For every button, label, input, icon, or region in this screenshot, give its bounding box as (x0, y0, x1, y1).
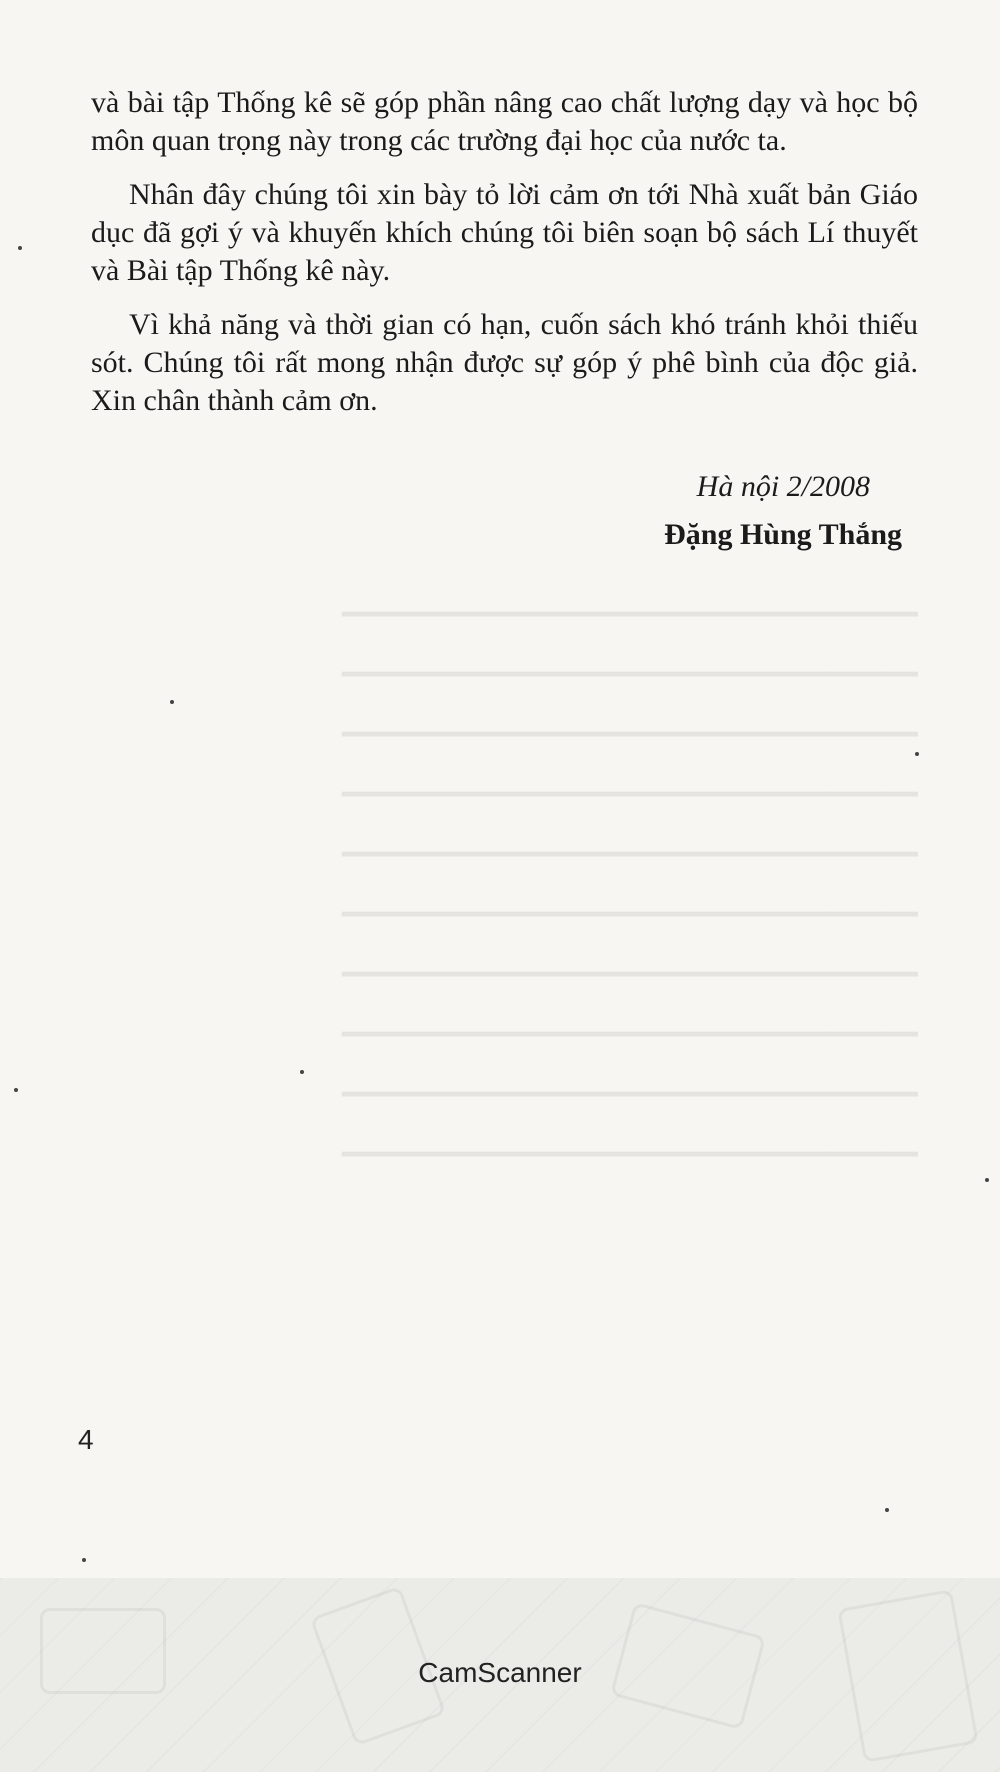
brand-label: CamScanner (418, 1657, 582, 1688)
scan-speck (170, 700, 174, 704)
author-name: Đặng Hùng Thắng (664, 518, 902, 551)
place-date: Hà nội 2/2008 (696, 470, 870, 503)
paragraph-3: Vì khả năng và thời gian có hạn, cuốn sách khó tránh khỏi thiếu sót. Chúng tôi rất mong nhận được sự góp ý phê bình của độc giả. Xin chân thành cảm ơn. (91, 308, 918, 417)
paragraph-2: Nhân đây chúng tôi xin bày tỏ lời cảm ơn tới Nhà xuất bản Giáo dục đã gợi ý và khuyến khích chúng tôi biên soạn bộ sách Lí thuyết và Bài tập Thống kê này. (91, 178, 918, 287)
scan-speck (18, 246, 22, 250)
scan-speck (985, 1178, 989, 1182)
scan-speck (300, 1070, 304, 1074)
body-text (91, 84, 918, 436)
page-number: 4 (78, 1424, 94, 1455)
scan-speck (82, 1558, 86, 1562)
paragraph-1: và bài tập Thống kê sẽ góp phần nâng cao chất lượng dạy và học bộ môn quan trọng này trong các trường đại học của nước ta. (91, 86, 918, 157)
bleed-through-text: ━━━━━━━━━━━━━━━━━━━━━━━━━━━━━━━━━ ━━━━━━━━━━━━━━━━━━━━━━━━━━━━━━━━━ ━━━━━━━━━━━━━━━━━━━━━━━━━━━━━━━━━ ━━━━━━━━━━━━━━━━━━━━━━━━━━━━━━━━━ ━━━━━━━━━━━━━━━━━━━━━━━━━━━━━━━━━ ━━━━━━━━━━━━━━━━━━━━━━━━━━━━━━━━━ ━━━━━━━━━━━━━━━━━━━━━━━━━━━━━━━━━ ━━━━━━━━━━━━━━━━━━━━━━━━━━━━━━━━━ ━━━━━━━━━━━━━━━━━━━━━━━━━━━━━━━━━ ━━━━━━━━━━━━━━━━━━━━━━━━━━━━━━━━━ (341, 599, 918, 1171)
scan-speck (885, 1508, 889, 1512)
scan-speck (14, 1088, 18, 1092)
scan-speck (915, 752, 919, 756)
